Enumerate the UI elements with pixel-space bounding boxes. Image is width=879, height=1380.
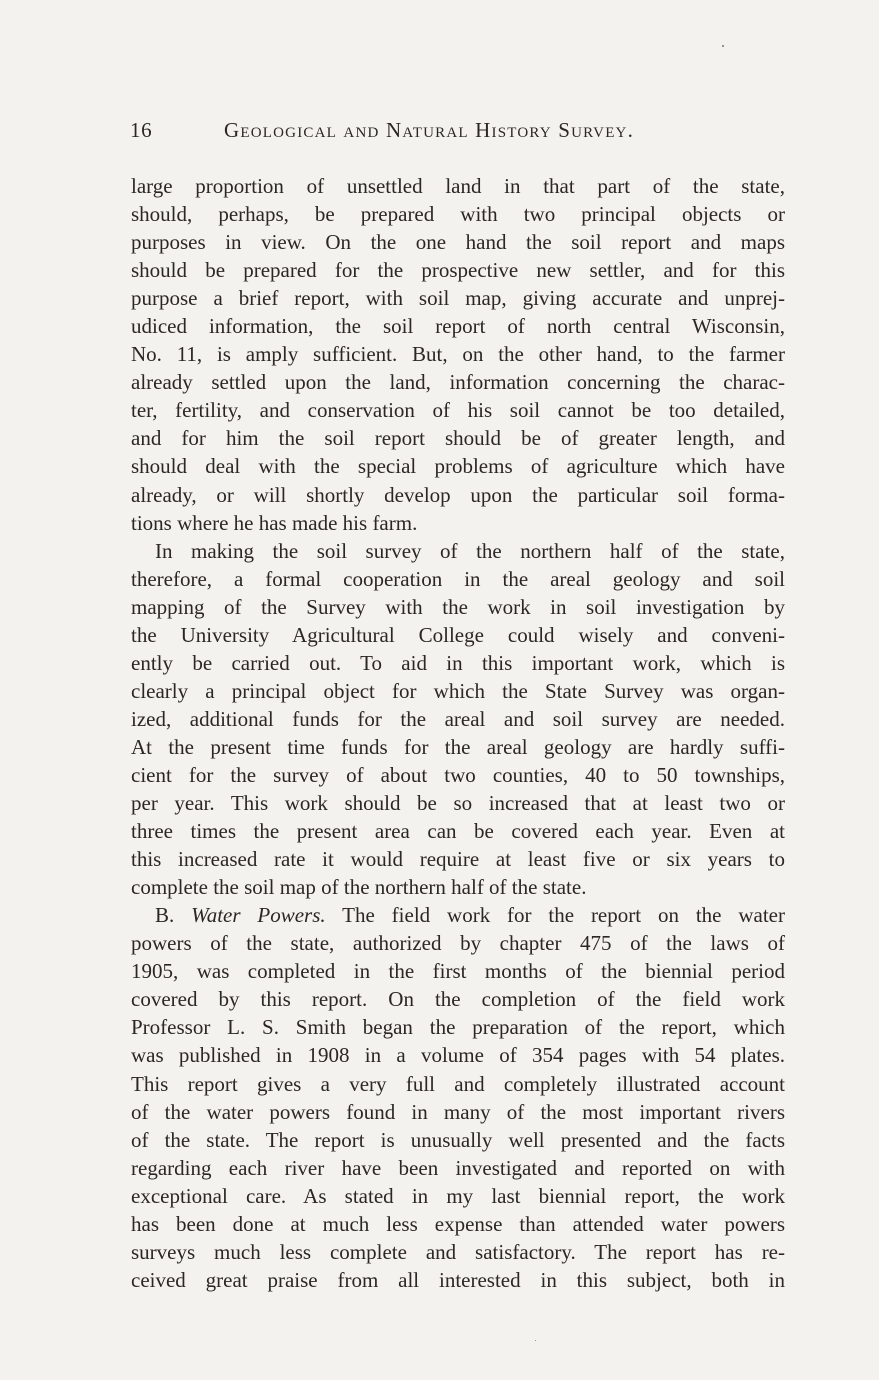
text-line: purposes in view. On the one hand the soil report and maps [131, 230, 785, 255]
text-line: should deal with the special problems of agriculture which have [131, 454, 785, 479]
paragraph-water-powers [131, 901, 785, 1294]
paper-speck [535, 1340, 536, 1341]
text-line: ter, fertility, and conservation of his soil cannot be too detailed, [131, 398, 785, 423]
text-line [131, 901, 785, 929]
text-line: At the present time funds for the areal geology are hardly suffi- [131, 734, 785, 759]
section-label: B. [155, 903, 175, 928]
text-line: cient for the survey of about two counties, 40 to 50 townships, [131, 762, 785, 787]
text-line: of the state. The report is unusually well presented and the facts [131, 1127, 785, 1152]
text-line: large proportion of unsettled land in that part of the state, [131, 174, 785, 198]
text-line: this increased rate it would require at least five or six years to [131, 847, 785, 872]
text-line: udiced information, the soil report of north central Wisconsin, [131, 314, 785, 339]
text-line: 1905, was completed in the first months of the biennial period [131, 959, 785, 984]
paper-speck [722, 45, 724, 47]
text-line: tions where he has made his farm. [131, 510, 418, 535]
text-line: purpose a brief report, with soil map, giving accurate and unprej- [131, 286, 785, 311]
text-line: mapping of the Survey with the work in soil investigation by [131, 594, 785, 619]
text-line: ceived great praise from all interested in this subject, both in [131, 1267, 785, 1292]
page-number: 16 [130, 118, 153, 142]
text-line: of the water powers found in many of the most important rivers [131, 1099, 785, 1124]
text-line: covered by this report. On the completion of the field work [131, 987, 785, 1012]
text-line: powers of the state, authorized by chapter 475 of the laws of [131, 931, 785, 956]
text-line: was published in 1908 in a volume of 354 pages with 54 plates. [131, 1043, 785, 1068]
text-line: exceptional care. As stated in my last biennial report, the work [131, 1183, 785, 1208]
text-line: Professor L. S. Smith began the preparation of the report, which [131, 1015, 785, 1040]
text-line: ized, additional funds for the areal and soil survey are needed. [131, 706, 785, 731]
paragraph-soil-report [131, 172, 785, 537]
text-line: per year. This work should be so increased that at least two or [131, 791, 785, 816]
text-line: This report gives a very full and completely illustrated account [131, 1071, 785, 1096]
text-line: and for him the soil report should be of greater length, and [131, 426, 785, 451]
text-line: In making the soil survey of the northern half of the state, [155, 538, 785, 563]
text-line: therefore, a formal cooperation in the areal geology and soil [131, 566, 785, 591]
section-first-line-text: The field work for the report on the water [342, 903, 785, 928]
text-line: complete the soil map of the northern half of the state. [131, 875, 587, 900]
text-line: ently be carried out. To aid in this important work, which is [131, 650, 785, 675]
running-head: Geological and Natural History Survey. [224, 118, 635, 142]
paragraph-soil-survey [131, 537, 785, 902]
text-line: surveys much less complete and satisfactory. The report has re- [131, 1239, 785, 1264]
text-line: should, perhaps, be prepared with two principal objects or [131, 202, 785, 227]
text-line: No. 11, is amply sufficient. But, on the other hand, to the farmer [131, 342, 785, 367]
text-line: already settled upon the land, information concerning the charac- [131, 370, 785, 395]
section-title: Water Powers. [191, 903, 326, 928]
text-line: regarding each river have been investigated and reported on with [131, 1155, 785, 1180]
text-line: clearly a principal object for which the State Survey was organ- [131, 678, 785, 703]
text-line: should be prepared for the prospective new settler, and for this [131, 258, 785, 283]
body-text [131, 172, 785, 1294]
text-line: already, or will shortly develop upon the particular soil forma- [131, 482, 785, 507]
text-line: has been done at much less expense than attended water powers [131, 1211, 785, 1236]
text-line: the University Agricultural College could wisely and conveni- [131, 622, 785, 647]
text-line: three times the present area can be covered each year. Even at [131, 819, 785, 844]
page-header [130, 118, 785, 150]
